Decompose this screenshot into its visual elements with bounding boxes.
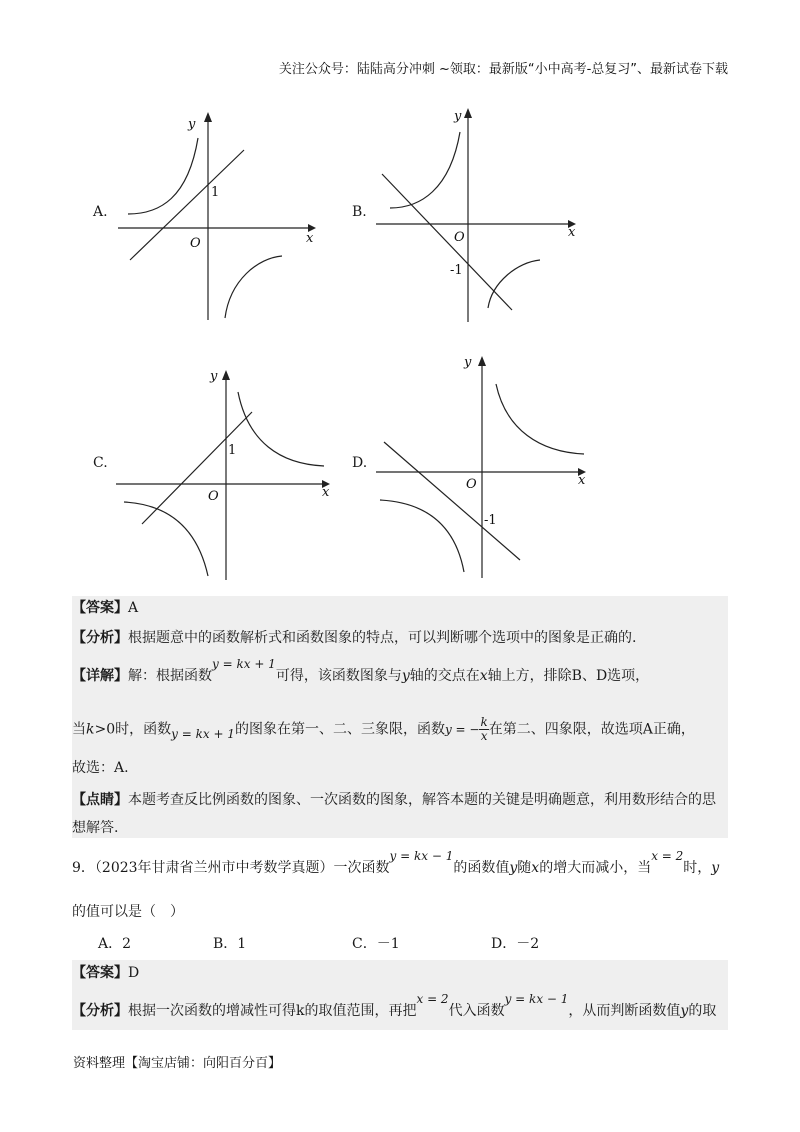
q8-comment-line-1 bbox=[72, 790, 728, 810]
formula-inverse-prefix: y = − bbox=[444, 722, 480, 737]
option-a-label: A. bbox=[93, 204, 108, 220]
linear-function-line bbox=[142, 412, 252, 524]
q8-comment-line-2: 想解答. bbox=[72, 820, 119, 836]
choice-c[interactable]: C．－1 bbox=[352, 936, 400, 952]
x-axis-label: x bbox=[306, 231, 314, 246]
option-a-graph bbox=[110, 110, 320, 329]
q8-detail-line-2 bbox=[72, 716, 728, 743]
intercept-label: 1 bbox=[211, 185, 220, 200]
option-b-svg bbox=[370, 102, 585, 327]
fraction-denominator: x bbox=[480, 729, 488, 743]
hyperbola-branch-upper-right bbox=[238, 392, 324, 466]
fraction-k-over-x bbox=[479, 716, 488, 743]
page-header: 关注公众号：陆陆高分冲刺 ~领取：最新版“小中高考-总复习”、最新试卷下载 bbox=[278, 62, 728, 77]
x-axis-label: x bbox=[322, 485, 330, 500]
hyperbola-branch-lower-left bbox=[124, 502, 208, 576]
y-axis-arrow bbox=[478, 356, 486, 366]
formula-y-kx-minus-1: y = kx − 1 bbox=[389, 849, 454, 863]
option-d-svg bbox=[372, 350, 592, 580]
option-d-graph bbox=[372, 350, 592, 584]
intercept-label: -1 bbox=[484, 513, 497, 528]
x-axis-label: x bbox=[578, 473, 586, 488]
analysis-tag: 【分析】 bbox=[72, 1003, 128, 1019]
analysis-text: 的取 bbox=[688, 1003, 717, 1019]
linear-function-line bbox=[130, 150, 244, 260]
option-c-graph bbox=[112, 362, 332, 586]
answer-tag: 【答案】 bbox=[72, 600, 128, 616]
q8-detail-line-3: 故选：A. bbox=[72, 760, 129, 776]
formula-x-equals-2: x = 2 bbox=[651, 849, 684, 863]
intercept-label: -1 bbox=[450, 263, 463, 278]
formula-y-kx-plus-1: y = kx + 1 bbox=[171, 726, 235, 741]
y-axis-label: y bbox=[464, 355, 472, 370]
option-a-svg bbox=[110, 110, 320, 325]
intercept-label: 1 bbox=[228, 443, 237, 458]
option-c-label: C. bbox=[93, 455, 108, 471]
q8-answer-line bbox=[72, 598, 728, 618]
hyperbola-branch-lower-right bbox=[488, 260, 540, 308]
hyperbola-branch-lower-right bbox=[225, 256, 282, 318]
linear-function-line bbox=[382, 174, 512, 310]
hyperbola-branch-lower-left bbox=[380, 500, 464, 572]
origin-label: O bbox=[190, 236, 201, 251]
var-y: y bbox=[401, 668, 410, 684]
formula-y-kx-plus-1: y = kx + 1 bbox=[212, 657, 276, 671]
analysis-text: 根据一次函数的增减性可得k的取值范围，再把 bbox=[128, 1003, 417, 1019]
q8-detail-line-1 bbox=[72, 657, 728, 686]
comment-text: 本题考查反比例函数的图象、一次函数的图象，解答本题的关键是明确题意，利用数形结合的思 bbox=[128, 792, 716, 808]
detail-text: 可得，该函数图象与 bbox=[275, 668, 402, 684]
q8-analysis-line bbox=[72, 628, 728, 648]
detail-text: 轴上方，排除B、D选项， bbox=[487, 668, 650, 684]
option-b-label: B. bbox=[352, 204, 367, 220]
detail-text: 在第二、四象限，故选项A正确， bbox=[488, 721, 695, 738]
y-axis-arrow bbox=[464, 108, 472, 118]
detail-text: 解：根据函数 bbox=[128, 668, 212, 684]
stem-text: 9．（2023年甘肃省兰州市中考数学真题）一次函数 bbox=[72, 860, 390, 876]
detail-text: >0时，函数 bbox=[94, 721, 172, 738]
stem-text: 随 bbox=[517, 860, 532, 876]
x-axis-label: x bbox=[568, 225, 576, 240]
q9-stem-line-2: 的值可以是（ ） bbox=[72, 904, 184, 920]
choice-b[interactable]: B．1 bbox=[213, 936, 247, 952]
choice-d[interactable]: D．－2 bbox=[491, 936, 540, 952]
var-y: y bbox=[509, 860, 518, 876]
origin-label: O bbox=[208, 489, 219, 504]
stem-text: 时， bbox=[683, 860, 712, 876]
y-axis-label: y bbox=[210, 369, 218, 384]
detail-text: 轴的交点在 bbox=[409, 668, 480, 684]
answer-value: D bbox=[128, 965, 140, 981]
analysis-tag: 【分析】 bbox=[72, 630, 128, 646]
var-y: y bbox=[680, 1003, 689, 1019]
analysis-text: ，从而判断函数值 bbox=[568, 1003, 681, 1019]
page-footer: 资料整理【淘宝店铺：向阳百分百】 bbox=[73, 1056, 282, 1071]
var-x: x bbox=[531, 860, 540, 876]
detail-text: 当 bbox=[72, 721, 86, 738]
comment-tag: 【点睛】 bbox=[72, 792, 128, 808]
choice-a[interactable]: A．2 bbox=[98, 936, 132, 952]
q9-stem-line-1 bbox=[72, 849, 728, 878]
q9-analysis-line bbox=[72, 992, 728, 1021]
hyperbola-branch-upper-left bbox=[128, 138, 198, 214]
origin-label: O bbox=[454, 230, 465, 245]
option-c-svg bbox=[112, 362, 332, 582]
formula-x-equals-2: x = 2 bbox=[416, 992, 449, 1006]
detail-text: 的图象在第一、二、三象限，函数 bbox=[234, 721, 445, 738]
answer-tag: 【答案】 bbox=[72, 965, 128, 981]
linear-function-line bbox=[384, 442, 520, 560]
var-y: y bbox=[711, 860, 720, 876]
stem-text: 的函数值 bbox=[453, 860, 510, 876]
y-axis-arrow bbox=[204, 112, 212, 122]
hyperbola-branch-upper-right bbox=[496, 384, 584, 454]
analysis-text: 根据题意中的函数解析式和函数图象的特点，可以判断哪个选项中的图象是正确的. bbox=[128, 630, 637, 646]
var-k: k bbox=[86, 721, 95, 738]
q9-answer-line bbox=[72, 963, 728, 983]
hyperbola-branch-upper-left bbox=[390, 132, 460, 208]
var-x: x bbox=[479, 668, 488, 684]
y-axis-arrow bbox=[222, 370, 230, 380]
option-d-label: D. bbox=[352, 455, 368, 471]
analysis-text: 代入函数 bbox=[448, 1003, 505, 1019]
option-b-graph bbox=[370, 102, 585, 331]
fraction-numerator: k bbox=[480, 715, 488, 729]
answer-value: A bbox=[128, 600, 139, 616]
y-axis-label: y bbox=[188, 117, 196, 132]
origin-label: O bbox=[466, 477, 477, 492]
y-axis-label: y bbox=[454, 109, 462, 124]
detail-tag: 【详解】 bbox=[72, 668, 128, 684]
formula-y-kx-minus-1: y = kx − 1 bbox=[504, 992, 569, 1006]
stem-text: 的增大而减小，当 bbox=[539, 860, 652, 876]
